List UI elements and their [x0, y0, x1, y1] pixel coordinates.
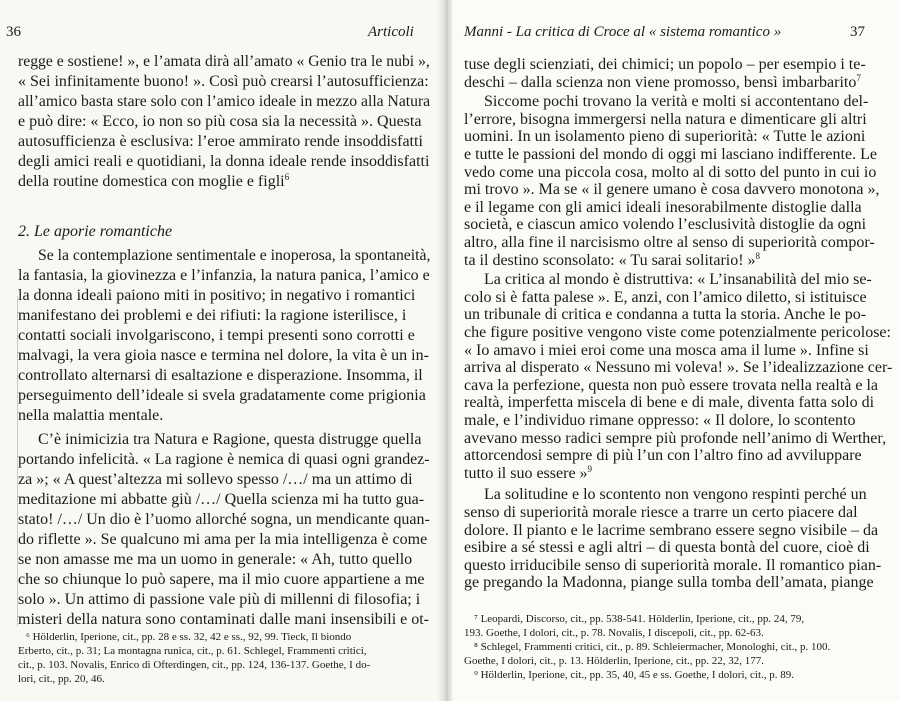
text-line: tuse degli scienziati, dei chimici; un popolo – per esempio i te- [464, 56, 866, 73]
text-line: attorcendosi sempre di più l’un con l’altro fino ad avviluppare [464, 447, 862, 465]
text-line: questo irriducibile senso di superiorità morale. Il romantico pian- [464, 556, 882, 574]
text-line: autosufficienza è esclusiva: l’eroe ammirato rende insoddisfatti [18, 133, 423, 150]
footnote-marker: 8 [755, 250, 761, 261]
text-line: malvagi, la vera gioia nasce e termina nel dolore, la vita è un in- [18, 347, 429, 364]
text-line: manifestano dei problemi e dei rifiuti: la ragione isterilisce, i [18, 307, 407, 324]
footnote-line: ⁹ Hölderlin, Iperione, cit., pp. 35, 40, 45 e ss. Goethe, I dolori, cit., p. 89. [474, 669, 795, 681]
text-line: avevano messo radici sempre più profonde nell’animo di Werther, [464, 429, 887, 447]
text-line: regge e sostiene! », e l’amata dirà all’amato « Genio tra le nubi », [18, 53, 430, 70]
text-line: degli amici reali e quotidiani, la donna ideale rende insoddisfatti [18, 153, 430, 170]
text-line: controllato alternarsi di esaltazione e disperazione. Insomma, il [18, 367, 423, 384]
text-line: esibire a sé stessi e agli altri – di questa bontà del cuore, cioè di [464, 539, 870, 557]
page-number: 36 [6, 24, 21, 40]
text-line: un tribunale di critica e condanna a tutta la storia. Anche le po- [464, 306, 867, 324]
text-line: dolore. Il pianto e le lacrime sembrano essere segno visibile – da [464, 521, 879, 539]
text-line: che so chiunque lo può sapere, ma il mio cuore appartiene a me [18, 571, 425, 588]
text-line: perseguimento dell’ideale si svela gradatamente come prigionia [18, 387, 426, 404]
text-line: solo ». Un attimo di passione vale più di millenni di filosofia; i [18, 591, 421, 608]
footnote-marker: 7 [856, 72, 861, 83]
text-line: della routine domestica con moglie e figli$^6$ [18, 172, 290, 190]
text-line: la fantasia, la giovinezza e l’infanzia, la natura panica, l’amico e [18, 267, 430, 284]
text-line: arriva al disperato « Nessuno mi voleva! ». Se l’idealizzazione cer- [464, 359, 893, 377]
footnote-line: lori, cit., pp. 20, 46. [18, 673, 105, 685]
text-line: La critica al mondo è distruttiva: « L’insanabilità del mio se- [484, 271, 872, 289]
text-line: e il legame con gli amici ideali inesorabilmente distoglie dalla [464, 198, 862, 216]
text-line: do riflette ». Se qualcuno mi ama per la mia intelligenza è come [18, 531, 428, 548]
text-line: « Sei infinitamente buono! ». Così può crearsi l’autosufficienza: [18, 73, 429, 90]
text-line: società, e ciascun amico volendo l’esclusività distoglie da ogni [464, 216, 867, 234]
text-line: uomini. In un isolamento pieno di superiorità: « Tutte le azioni [464, 128, 866, 146]
text-line: e può dire: « Ecco, io non so più cosa sia la necessità ». Questa [18, 113, 422, 130]
text-line: za »; « A quest’altezza mi sollevo spesso /…/ ma un attimo di [18, 471, 413, 488]
text-line: C’è inimicizia tra Natura e Ragione, questa distrugge quella [38, 431, 422, 448]
text-line: Se la contemplazione sentimentale e inoperosa, la spontaneità, [38, 247, 431, 264]
footnote-line: Erberto, cit., p. 31; La montagna runica, cit., p. 61. Schlegel, Frammenti critici, [18, 645, 367, 657]
text-line: la donna ideali paiono miti in positivo; in negativo i romantici [18, 287, 416, 304]
text-line: portando infelicità. « La ragione è nemica di quasi ogni grandez- [18, 451, 430, 468]
page-number: 37 [850, 24, 865, 40]
text-line: La solitudine e lo scontento non vengono respinti perché un [484, 486, 867, 504]
text-line: nella malattia mentale. [18, 407, 164, 424]
text-line: contatti sociali involgariscono, i tempi presenti sono corrotti e [18, 327, 415, 344]
text-line: Siccome pochi trovano la verità e molti si accontentano del- [484, 93, 869, 111]
text-line: e tutte le passioni del mondo di oggi mi lasciano indifferente. Le [464, 146, 877, 163]
text-line: tutto il suo essere »$^9$ [464, 463, 593, 482]
text-line: stato! /…/ Un dio è l’uomo allorché sogna, un mendicante quan- [18, 511, 430, 528]
footnote-line: ⁶ Hölderlin, Iperione, cit., pp. 28 e ss. 32, 42 e ss., 92, 99. Tieck, Il biondo [26, 631, 352, 643]
footnote-line: 193. Goethe, I dolori, cit., p. 78. Novalis, I discepoli, cit., pp. 62-63. [464, 627, 764, 639]
text-line: colo si è fatta palese ». E, anzi, con l’amico diletto, si istituisce [464, 288, 867, 306]
text-line: all’amico basta stare solo con l’amico ideale in mezzo alla Natura [18, 93, 431, 110]
footnote-marker: 6 [284, 172, 290, 182]
running-head: Manni - La critica di Croce al « sistema romantico » [464, 24, 782, 40]
footnote-line: Goethe, I dolori, cit., p. 13. Hölderlin, Iperione, cit., pp. 22, 32, 177. [464, 655, 764, 667]
text-line: altro, alla fine il narcisismo oltre al senso di superiorità compor- [464, 234, 875, 251]
text-line: che figure positive vengono viste come potenzialmente pericolose: [464, 324, 891, 341]
text-line: realtà, imperfetta miscela di bene e di male, diventa fatta solo di [464, 394, 875, 412]
text-line: vedo come una piccola cosa, molto al di sotto del punto in cui io [464, 163, 877, 181]
running-head: Articoli [368, 24, 414, 40]
text-line: deschi – dalla scienza non viene promosso, bensì imbarbarito$^7$ [464, 72, 861, 91]
text-line: mi trovo ». Ma se « il genere umano è cosa davvero monotona », [464, 181, 880, 199]
text-line: male, e l’individuo rimane oppresso: « Il dolore, lo scontento [464, 412, 856, 429]
text-line: misteri della natura sono contaminati dalle mani insensibili e ot- [18, 611, 430, 628]
text-line: « Io amavo i miei eroi come una mosca ama il lume ». Infine si [464, 341, 869, 359]
text-line: se non amasse me ma un uomo in generale: « Ah, tutto quello [18, 551, 413, 568]
scan-crease [17, 296, 18, 626]
text-line: meditazione mi abbatte giù /…/ Quella scienza mi ha tutto gua- [18, 491, 425, 508]
right-page [452, 0, 900, 701]
text-line: l’errore, bisogna immergersi nella natura e dimenticare gli altri [464, 110, 867, 128]
section-heading: 2. Le aporie romantiche [18, 223, 173, 240]
text-line: senso di superiorità morale riesce a trarre un certo piacere dal [464, 504, 858, 521]
footnote-line: ⁸ Schlegel, Frammenti critici, cit., p. 89. Schleiermacher, Monologhi, cit., p. 100. [474, 641, 831, 653]
left-page [0, 0, 446, 701]
text-line: ge pregando la Madonna, piange sulla tomba dell’amata, piange [464, 574, 874, 592]
footnote-line: cit., p. 103. Novalis, Enrico di Ofterdingen, cit., pp. 124, 136-137. Goethe, I do- [18, 659, 371, 671]
footnote-line: ⁷ Leopardi, Discorso, cit., pp. 538-541. Hölderlin, Iperione, cit., pp. 24, 79, [474, 613, 805, 625]
text-line: cava la perfezione, questa non può essere trovata nella realtà e la [464, 376, 879, 394]
text-line: ta il destino sconsolato: « Tu sarai solitario! »$^8$ [464, 250, 761, 269]
footnote-marker: 9 [587, 463, 593, 474]
